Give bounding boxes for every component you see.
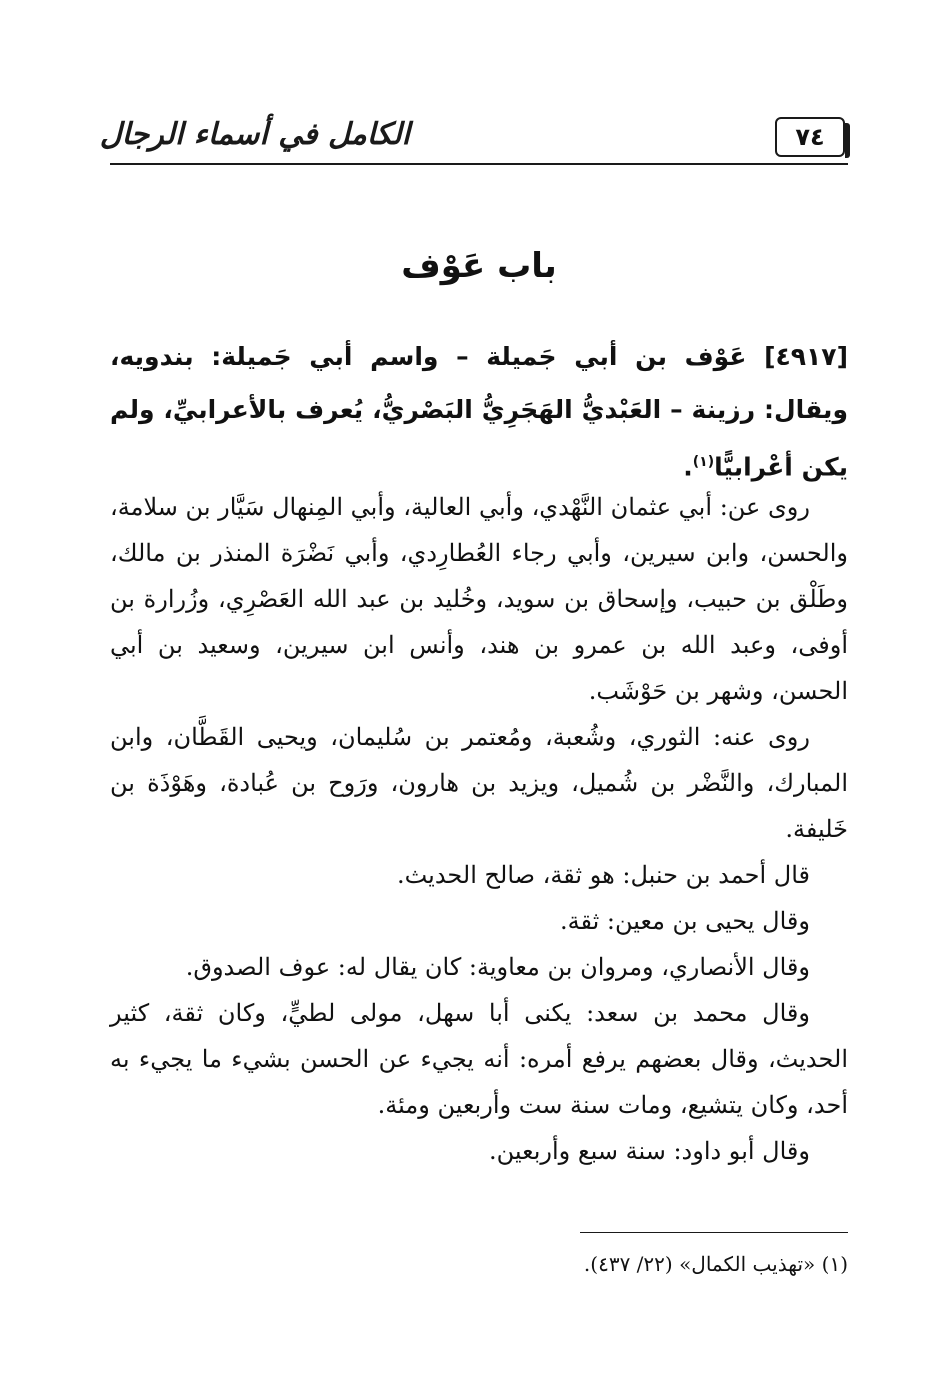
paragraph-narrated-from: روى عن: أبي عثمان النَّهْدي، وأبي العالية، وأبي المِنهال سَيَّار بن سلامة، والحسن، وابن سيرين، وأبي رجاء العُطارِدي، وأبي نَضْرَة المنذر بن مالك، وطَلْق بن حبيب، وإسحاق بن سويد، وخُليد بن عبد الله العَصْرِي، وزُرارة بن أوفى، وعبد الله بن عمرو بن هند، وأنس ابن سيرين، وسعيد بن أبي الحسن، وشهر بن حَوْشَب. — [110, 493, 848, 705]
entry-number: [٤٩١٧] — [764, 342, 848, 371]
paragraph-ibn-saad: وقال محمد بن سعد: يكنى أبا سهل، مولى لطيٍّ، وكان ثقة، كثير الحديث، وقال بعضهم يرفع أمره: أنه يجيء عن الحسن بشيء ما يجيء به أحد، وكان يتشيع، ومات سنة ست وأربعين ومئة. — [110, 999, 848, 1119]
footnote-marker[interactable]: (١) — [692, 454, 715, 470]
book-title-header: الكامل في أسماء الرجال — [99, 117, 410, 152]
paragraph-abu-dawud: وقال أبو داود: سنة سبع وأربعين. — [488, 1137, 810, 1165]
entry-end: . — [683, 452, 693, 482]
entry-heading-text: عَوْف بن أبي جَميلة – واسم أبي جَميلة: بندويه، ويقال: رزينة – العَبْديُّ الهَجَرِيُّ البَصْريُّ، يُعرف بالأعرابيِّ، ولم يكن أعْرابيًّا — [110, 342, 848, 482]
entry-body — [110, 484, 848, 1174]
paragraph-narrated-by: روى عنه: الثوري، وشُعبة، ومُعتمر بن سُليمان، ويحيى القَطَّان، وابن المبارك، والنَّضْر بن شُميل، ويزيد بن هارون، ورَوح بن عُبادة، وهَوْذَة بن خَليفة. — [110, 723, 848, 843]
entry-heading — [110, 330, 848, 493]
header-divider — [110, 163, 848, 165]
paragraph-yahya: وقال يحيى بن معين: ثقة. — [559, 907, 810, 935]
chapter-title: باب عَوْف — [401, 246, 557, 286]
page-number-box — [775, 117, 845, 157]
page-number: ٧٤ — [795, 123, 825, 151]
footnote-divider — [580, 1232, 848, 1233]
paragraph-ansari: وقال الأنصاري، ومروان بن معاوية: كان يقال له: عوف الصدوق. — [185, 953, 810, 981]
paragraph-ahmad: قال أحمد بن حنبل: هو ثقة، صالح الحديث. — [396, 861, 810, 889]
footnote: (١) «تهذيب الكمال» (٢٢/ ٤٣٧). — [583, 1252, 848, 1276]
